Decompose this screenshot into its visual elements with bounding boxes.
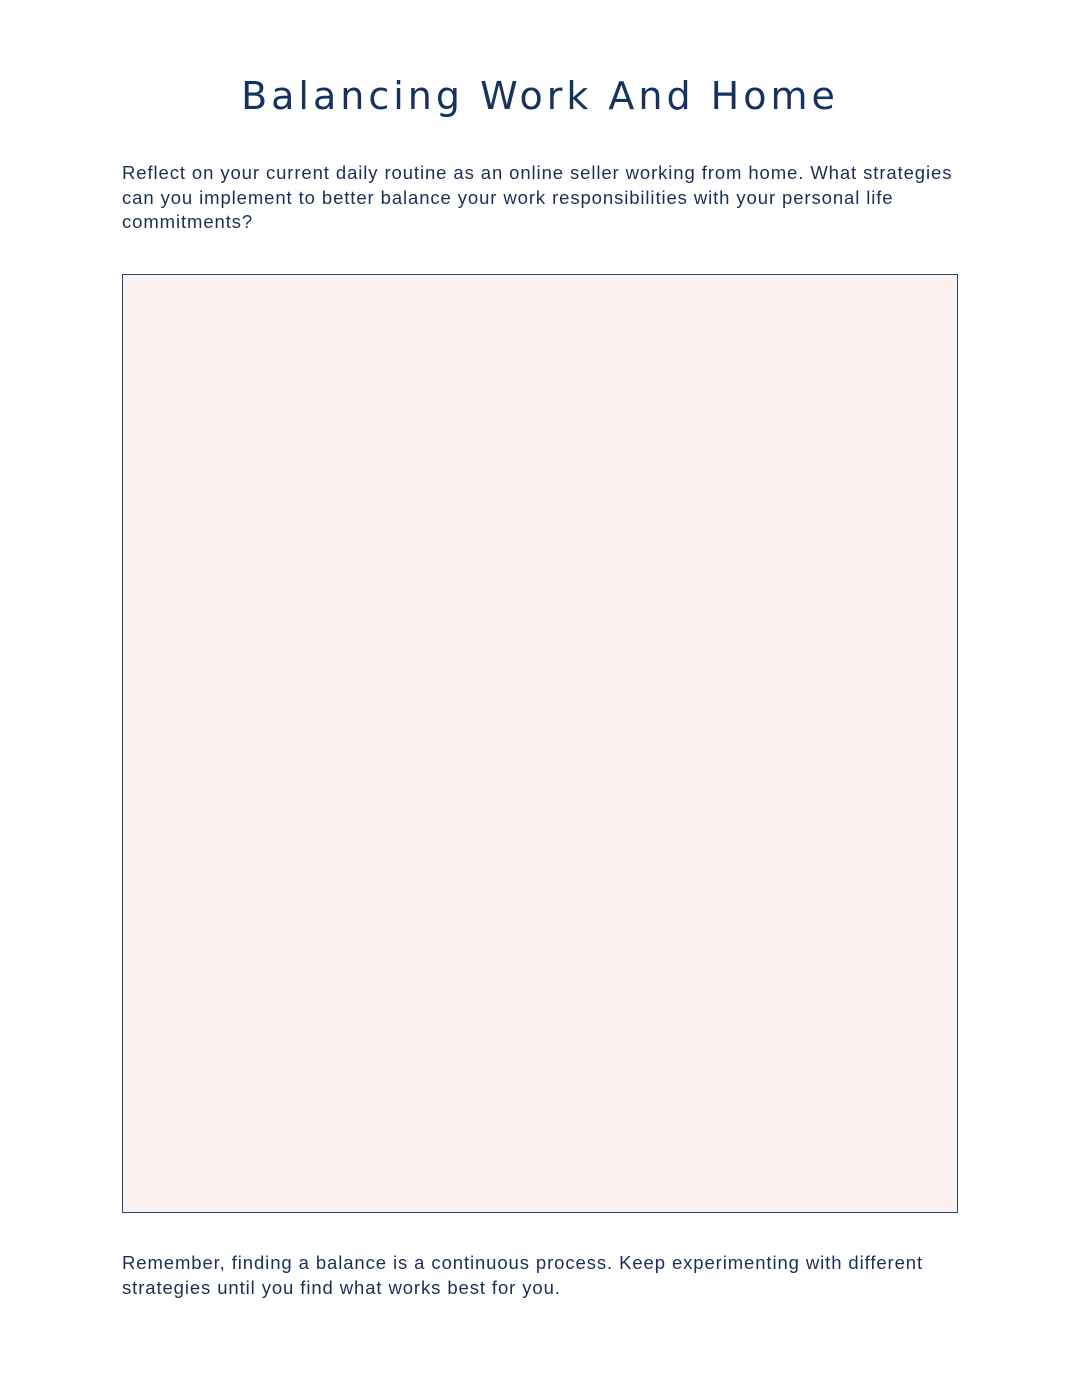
closing-note: Remember, finding a balance is a continuous process. Keep experimenting with different strategies until you find what works best for you.: [122, 1252, 924, 1298]
reflection-prompt: Reflect on your current daily routine as an online seller working from home. What strategies can you implement to better balance your work responsibilities with your personal life commitments?: [122, 162, 953, 232]
page-title: Balancing Work And Home: [241, 74, 839, 118]
answer-writing-area[interactable]: [122, 274, 958, 1213]
